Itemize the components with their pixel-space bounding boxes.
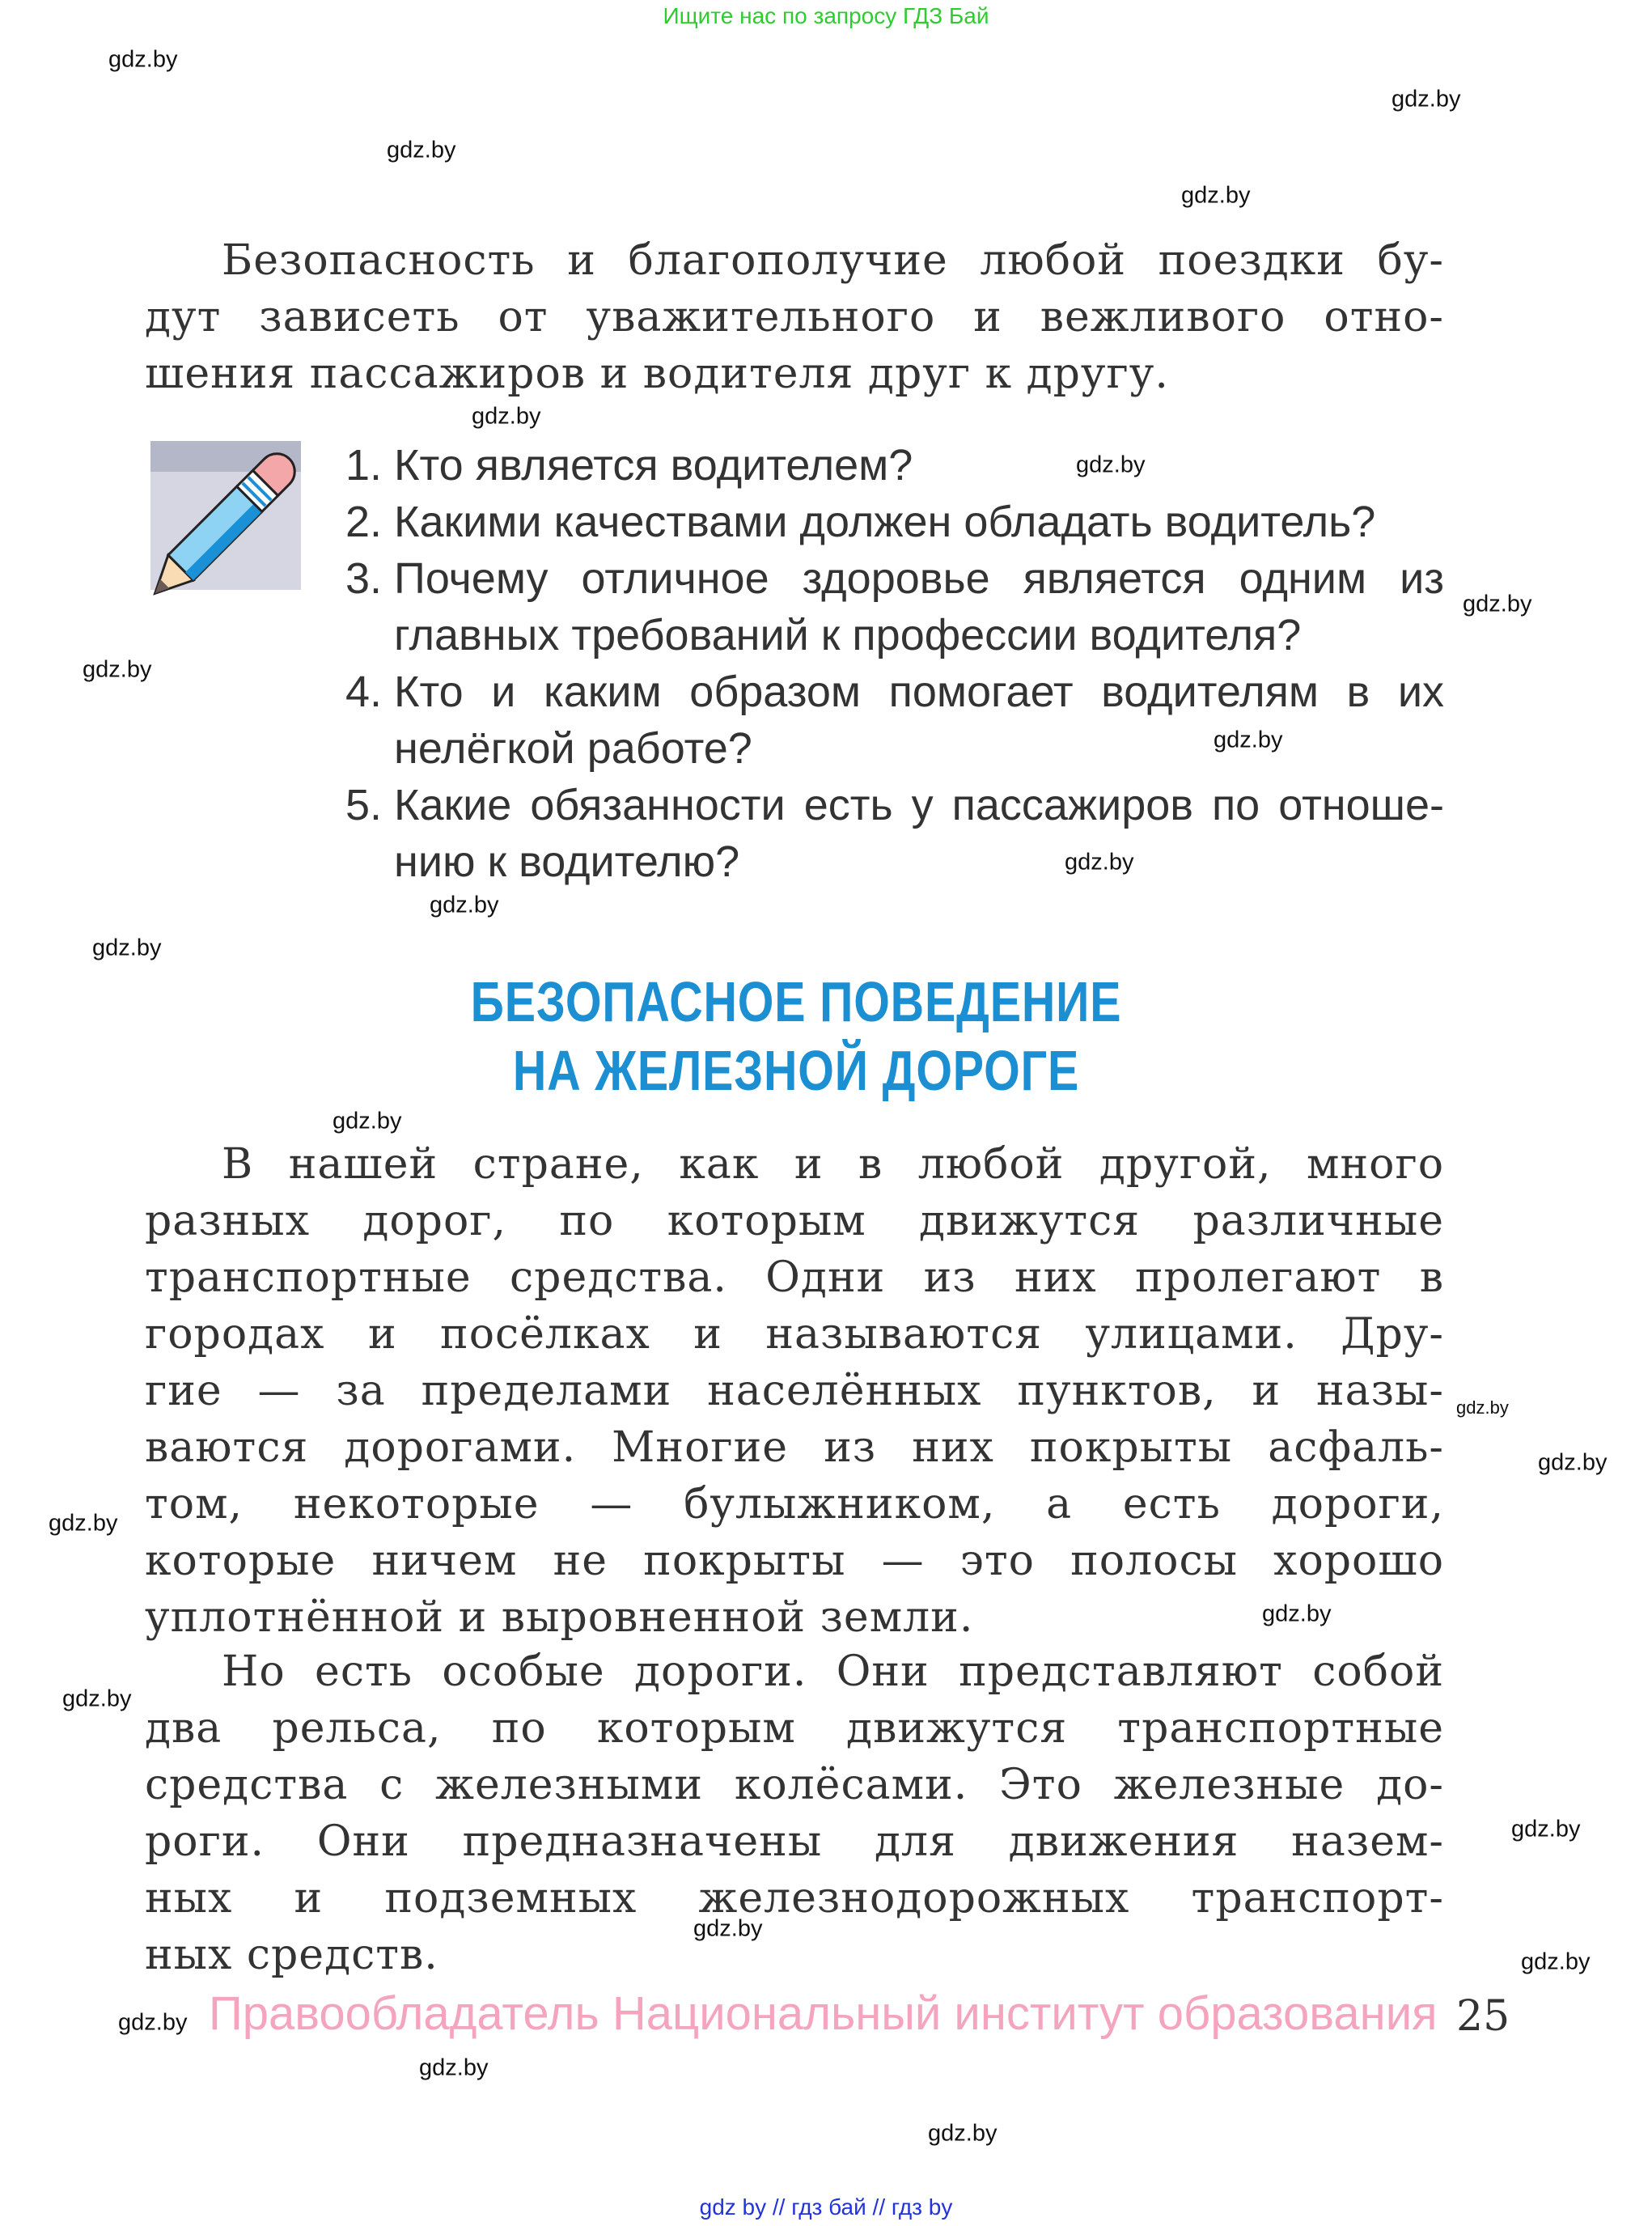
watermark-link[interactable]: gdz.by — [387, 137, 456, 163]
text-line: дут зависеть от уважительного и вежливого отно- — [145, 293, 1444, 341]
intro-paragraph — [145, 232, 1444, 402]
question-number: 1. — [345, 441, 383, 490]
question-line: нелёгкой работе? — [394, 724, 752, 773]
text-line: ных и подземных железнодорожных транспорт- — [145, 1874, 1444, 1923]
question-line: главных требований к профессии водителя? — [394, 611, 1302, 659]
question-number: 3. — [345, 554, 383, 603]
text-line: том, некоторые — булыжником, а есть дороги, — [145, 1480, 1444, 1529]
question-number: 5. — [345, 781, 383, 829]
watermark-link[interactable]: gdz.by — [1463, 591, 1532, 617]
watermark-link[interactable]: gdz.by — [1511, 1816, 1581, 1842]
watermark-link[interactable]: gdz.by — [108, 46, 178, 73]
question-text — [394, 777, 1444, 890]
paragraph-railway-intro — [145, 1136, 1444, 1646]
paragraph-special-roads — [145, 1643, 1444, 1983]
watermark-link[interactable]: gdz.by — [1065, 849, 1134, 876]
questions-list — [345, 437, 1444, 890]
question-line: Кто и каким образом помогает водителям в их — [394, 668, 1444, 716]
text-line: В нашей стране, как и в любой другой, много — [222, 1140, 1444, 1189]
watermark-link[interactable]: gdz.by — [49, 1510, 118, 1537]
question-line: Кто является водителем? — [394, 441, 913, 490]
text-line: которые ничем не покрыты — это полосы хорошо — [145, 1537, 1444, 1585]
question-line: нию к водителю? — [394, 837, 740, 886]
question-number: 2. — [345, 498, 383, 546]
question-item — [345, 494, 1444, 550]
text-line: уплотнённой и выровненной земли. — [145, 1593, 974, 1642]
bottom-links[interactable]: gdz by // гдз бай // гдз by — [699, 2194, 953, 2220]
question-text — [394, 494, 1444, 550]
question-number: 4. — [345, 668, 383, 716]
text-line: ных средств. — [145, 1931, 438, 1979]
question-item — [345, 550, 1444, 664]
watermark-link[interactable]: gdz.by — [62, 1685, 132, 1712]
watermark-link[interactable]: gdz.by — [83, 656, 152, 683]
text-line: два рельса, по которым движутся транспортные — [145, 1704, 1444, 1753]
watermark-link[interactable]: gdz.by — [693, 1915, 763, 1942]
watermark-link[interactable]: gdz.by — [1181, 182, 1251, 209]
text-line: роги. Они предназначены для движения назем- — [145, 1817, 1444, 1866]
text-line: Но есть особые дороги. Они представляют собой — [222, 1647, 1444, 1696]
watermark-link[interactable]: gdz.by — [472, 403, 541, 430]
watermark-link[interactable]: gdz.by — [928, 2120, 998, 2147]
watermark-link[interactable]: gdz.by — [419, 2054, 489, 2081]
copyright-owner: Правообладатель Национальный институт образования — [209, 1987, 1438, 2040]
watermark-link[interactable]: gdz.by — [333, 1108, 402, 1134]
watermark-link[interactable]: gdz.by — [1214, 727, 1283, 753]
text-line: транспортные средства. Одни из них пролегают в — [145, 1253, 1444, 1302]
text-line: разных дорог, по которым движутся различные — [145, 1197, 1444, 1245]
text-line: гие — за пределами населённых пунктов, и назы- — [145, 1367, 1444, 1415]
watermark-link[interactable]: gdz.by — [1076, 452, 1146, 478]
text-line: средства с железными колёсами. Это железные до- — [145, 1761, 1444, 1809]
section-heading-line-2: НА ЖЕЛЕЗНОЙ ДОРОГЕ — [512, 1039, 1080, 1102]
question-text — [394, 437, 1444, 494]
section-heading-line-1: БЕЗОПАСНОЕ ПОВЕДЕНИЕ — [470, 970, 1122, 1033]
pencil-icon — [146, 441, 307, 603]
question-item — [345, 437, 1444, 494]
page-number: 25 — [1456, 1992, 1510, 2041]
question-text — [394, 550, 1444, 664]
watermark-link[interactable]: gdz.by — [1456, 1397, 1509, 1418]
text-line: ваются дорогами. Многие из них покрыты асфаль- — [145, 1423, 1444, 1472]
watermark-link[interactable]: gdz.by — [118, 2009, 188, 2036]
watermark-link[interactable]: gdz.by — [1262, 1601, 1332, 1627]
text-line: шения пассажиров и водителя друг к другу. — [145, 350, 1169, 398]
question-item — [345, 664, 1444, 777]
text-line: Безопасность и благополучие любой поездки бу- — [222, 236, 1444, 285]
question-line: Какими качествами должен обладать водитель? — [394, 498, 1376, 546]
text-line: городах и посёлках и называются улицами. Дру- — [145, 1310, 1444, 1359]
watermark-link[interactable]: gdz.by — [92, 935, 162, 961]
question-line: Почему отличное здоровье является одним из — [394, 554, 1444, 603]
watermark-link[interactable]: gdz.by — [1538, 1449, 1608, 1476]
question-item — [345, 777, 1444, 890]
watermark-link[interactable]: gdz.by — [1521, 1948, 1591, 1975]
watermark-link[interactable]: gdz.by — [430, 892, 499, 918]
watermark-link[interactable]: gdz.by — [1391, 86, 1461, 112]
question-text — [394, 664, 1444, 777]
question-line: Какие обязанности есть у пассажиров по отноше- — [394, 781, 1444, 829]
top-banner[interactable]: Ищите нас по запросу ГДЗ Бай — [663, 3, 989, 28]
